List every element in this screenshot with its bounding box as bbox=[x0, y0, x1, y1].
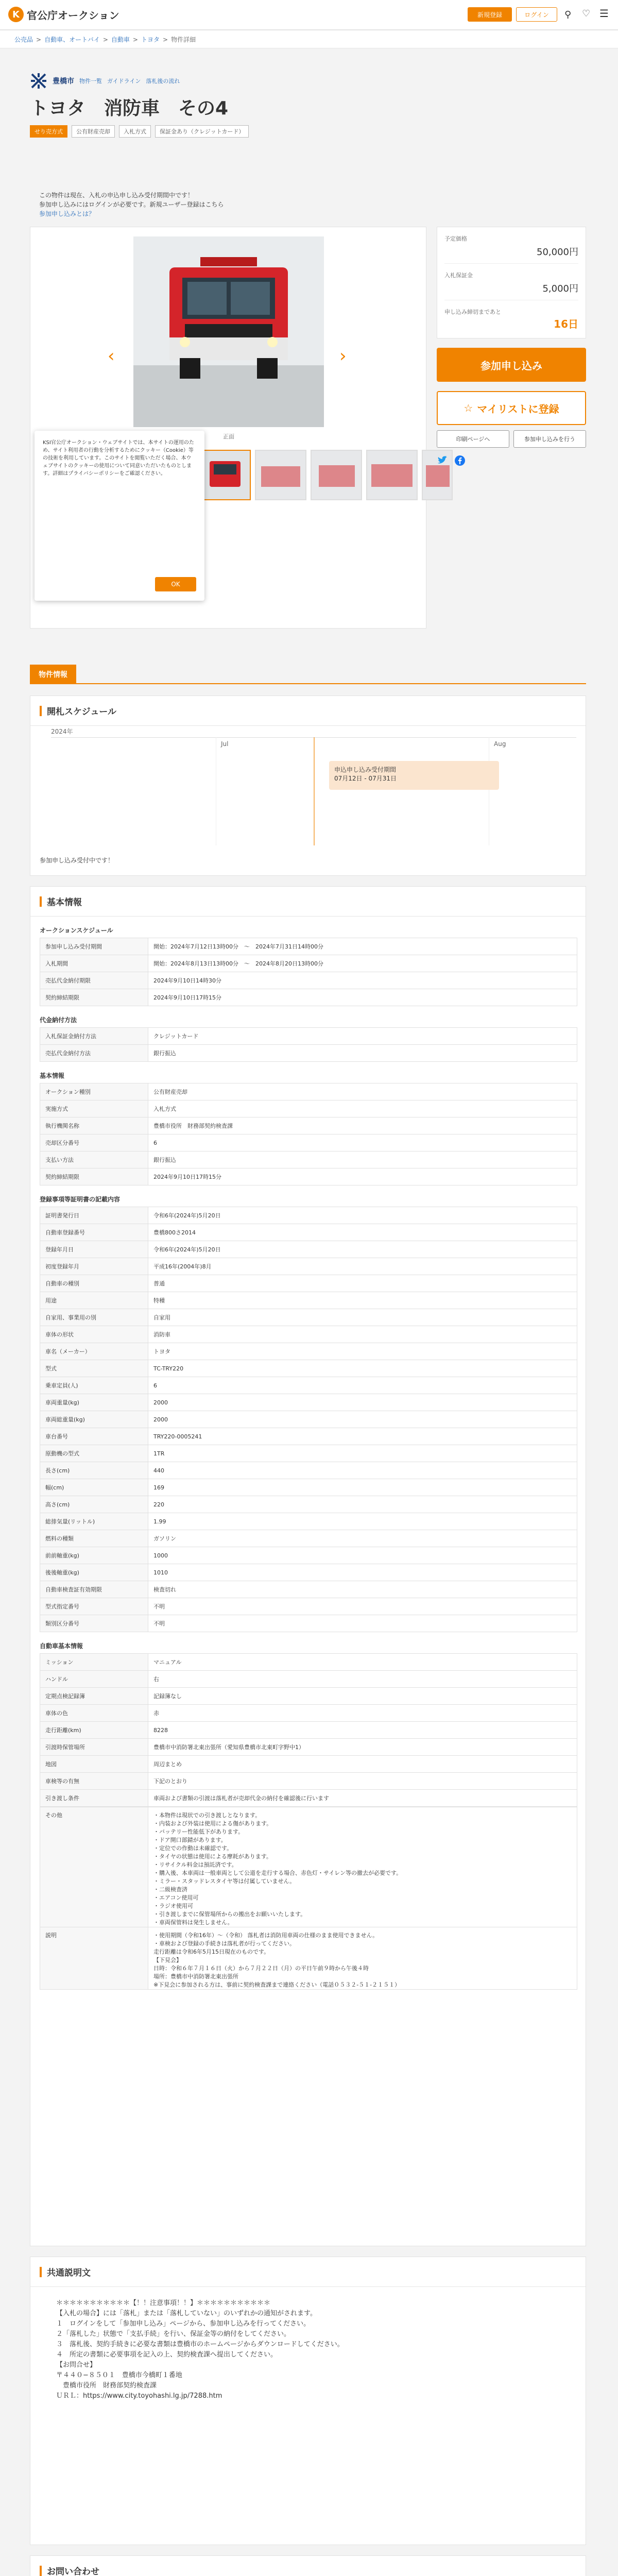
row-key: 車両重量(kg) bbox=[40, 1394, 148, 1411]
today-marker bbox=[314, 737, 315, 845]
table-row bbox=[40, 1513, 577, 1530]
estimate-label: 予定価格 bbox=[444, 235, 467, 242]
row-value: 豊橋市役所 財務部契約検査課 bbox=[148, 1117, 577, 1134]
table-row bbox=[40, 1756, 577, 1773]
table-row bbox=[40, 1428, 577, 1445]
text-line: ・ラジオ使用可 bbox=[153, 1903, 193, 1909]
table-row bbox=[40, 955, 577, 972]
row-value: 220 bbox=[148, 1496, 577, 1513]
basic-info-section bbox=[30, 886, 586, 2246]
table-row bbox=[40, 938, 577, 955]
info-group-title: 登録事項等証明書の記載内容 bbox=[40, 1196, 121, 1203]
text-line: ・使用期間（令和16年）〜（令和） 落札者は消防用車両の仕様のまま使用できません。 bbox=[153, 1932, 379, 1939]
row-value: 赤 bbox=[148, 1705, 577, 1722]
table-row bbox=[40, 972, 577, 989]
row-value: 公有財産売却 bbox=[148, 1083, 577, 1100]
info-table bbox=[40, 938, 577, 1006]
text-line: ・エアコン使用可 bbox=[153, 1894, 199, 1901]
breadcrumb-sep: > bbox=[163, 36, 168, 43]
row-key: 車名（メーカー） bbox=[40, 1343, 148, 1360]
apply-secondary-button[interactable]: 参加申し込みを行う bbox=[513, 430, 586, 448]
row-key: 定期点検記録簿 bbox=[40, 1688, 148, 1705]
row-value: 開始：2024年8月13日13時00分 〜 2024年8月20日13時00分 bbox=[148, 955, 577, 972]
muni-link-flow[interactable]: 落札後の流れ bbox=[146, 78, 180, 84]
row-value: 2024年9月10日14時30分 bbox=[148, 972, 577, 989]
info-group-title: オークションスケジュール bbox=[40, 927, 113, 934]
table-row bbox=[40, 1275, 577, 1292]
row-key: 初度登録年月 bbox=[40, 1258, 148, 1275]
photo-gallery bbox=[30, 227, 426, 629]
thumbnail[interactable] bbox=[255, 450, 306, 500]
schedule-bar-dates: 07月12日 - 07月31日 bbox=[334, 775, 397, 782]
main-photo[interactable] bbox=[133, 236, 324, 427]
row-key: 車検等の有無 bbox=[40, 1773, 148, 1790]
row-key: オークション種別 bbox=[40, 1083, 148, 1100]
row-value: 1010 bbox=[148, 1564, 577, 1581]
info-group-title: 代金納付方法 bbox=[40, 1016, 77, 1024]
tab-item-info[interactable]: 物件情報 bbox=[30, 665, 76, 684]
row-value: 1.99 bbox=[148, 1513, 577, 1530]
tab-bar bbox=[30, 659, 586, 684]
cookie-consent-dialog bbox=[35, 431, 204, 601]
row-value: TC-TRY220 bbox=[148, 1360, 577, 1377]
table-row bbox=[40, 1151, 577, 1168]
basic-info-groups bbox=[30, 921, 586, 1807]
table-row bbox=[40, 1224, 577, 1241]
common-section bbox=[30, 2257, 586, 2545]
row-value: 豊橋市中消防署北東出張所（愛知県豊橋市北東町字野中1） bbox=[148, 1739, 577, 1756]
price-box bbox=[437, 227, 586, 338]
row-key: ハンドル bbox=[40, 1671, 148, 1688]
table-row bbox=[40, 1326, 577, 1343]
row-key: 車台番号 bbox=[40, 1428, 148, 1445]
text-line: ・内装および外装は使用による傷があります。 bbox=[153, 1820, 272, 1827]
row-value: 銀行振込 bbox=[148, 1045, 577, 1062]
mylist-label: マイリストに登録 bbox=[477, 402, 559, 415]
row-value: 消防車 bbox=[148, 1326, 577, 1343]
schedule-footnote: 参加申し込み受付中です！ bbox=[40, 857, 114, 864]
contact-section bbox=[30, 2555, 586, 2576]
item-lead bbox=[30, 72, 586, 134]
item-title: トヨタ 消防車 その4 bbox=[30, 98, 229, 119]
breadcrumb-sep: > bbox=[132, 36, 138, 43]
table-row bbox=[40, 1117, 577, 1134]
row-key: 前前軸重(kg) bbox=[40, 1547, 148, 1564]
mylist-button[interactable] bbox=[437, 391, 586, 425]
table-row bbox=[40, 1496, 577, 1513]
social-share bbox=[437, 455, 586, 466]
row-value: 開始：2024年7月12日13時00分 〜 2024年7月31日14時00分 bbox=[148, 938, 577, 955]
price-panel bbox=[437, 227, 586, 556]
prev-photo-arrow-icon[interactable]: ‹ bbox=[108, 346, 115, 366]
row-value bbox=[148, 1927, 577, 1990]
timeline-month: Aug bbox=[494, 740, 506, 748]
row-value: 6 bbox=[148, 1134, 577, 1151]
info-table bbox=[40, 1207, 577, 1632]
fire-truck-image bbox=[133, 236, 324, 427]
row-key: 後後軸重(kg) bbox=[40, 1564, 148, 1581]
text-line: 【下見会】 bbox=[153, 1957, 182, 1963]
row-value: 特種 bbox=[148, 1292, 577, 1309]
basic-info-title: 基本情報 bbox=[30, 887, 586, 917]
info-group-title: 自動車基本情報 bbox=[40, 1642, 83, 1650]
row-key: 契約締結期限 bbox=[40, 1168, 148, 1185]
table-row bbox=[40, 1045, 577, 1062]
next-photo-arrow-icon[interactable]: › bbox=[339, 346, 347, 366]
info-table bbox=[40, 1027, 577, 1062]
row-value: マニュアル bbox=[148, 1654, 577, 1671]
row-key: 自動車の種別 bbox=[40, 1275, 148, 1292]
row-value: 440 bbox=[148, 1462, 577, 1479]
row-key: 原動機の型式 bbox=[40, 1445, 148, 1462]
tag: 保証金あり（クレジットカード） bbox=[155, 125, 249, 138]
what-is-apply-link[interactable]: 参加申し込みとは？ bbox=[39, 210, 95, 217]
breadcrumb-sep: > bbox=[102, 36, 108, 43]
row-value: 普通 bbox=[148, 1275, 577, 1292]
table-row bbox=[40, 1292, 577, 1309]
row-key: 実施方式 bbox=[40, 1100, 148, 1117]
row-key: 型式 bbox=[40, 1360, 148, 1377]
table-row bbox=[40, 1688, 577, 1705]
apply-button[interactable]: 参加申し込み bbox=[437, 348, 586, 382]
row-value: トヨタ bbox=[148, 1343, 577, 1360]
timeline-year: 2024年 bbox=[51, 728, 73, 735]
table-row bbox=[40, 1360, 577, 1377]
text-line: ・ミラー・スタッドレスタイヤ等は付属していません。 bbox=[153, 1878, 296, 1885]
row-key: 地図 bbox=[40, 1756, 148, 1773]
table-row bbox=[40, 1258, 577, 1275]
deadline-label: 申し込み締切まであと bbox=[444, 309, 501, 315]
row-value: 1000 bbox=[148, 1547, 577, 1564]
table-row bbox=[40, 1343, 577, 1360]
thumbnail[interactable] bbox=[311, 450, 362, 500]
row-value: 入札方式 bbox=[148, 1100, 577, 1117]
table-row bbox=[40, 1671, 577, 1688]
row-value: 右 bbox=[148, 1671, 577, 1688]
row-value: 豊橋800さ2014 bbox=[148, 1224, 577, 1241]
row-key: 乗車定員(人) bbox=[40, 1377, 148, 1394]
table-row bbox=[40, 1581, 577, 1598]
text-line: ・定位での作動は未確認です。 bbox=[153, 1845, 233, 1852]
thumbnail-strip bbox=[199, 450, 453, 500]
row-key: 幅(cm) bbox=[40, 1479, 148, 1496]
tag: 公有財産売却 bbox=[72, 125, 115, 138]
text-line: ・車検および登録の手続きは落札者が行ってください。 bbox=[153, 1940, 295, 1947]
site-header bbox=[0, 0, 618, 30]
star-icon: ☆ bbox=[464, 402, 473, 414]
row-key: 説明 bbox=[40, 1927, 148, 1990]
tag: せり売方式 bbox=[30, 125, 67, 138]
row-key: 引渡時保管場所 bbox=[40, 1739, 148, 1756]
estimate-value: 50,000円 bbox=[444, 245, 578, 264]
row-key: 売払代金納付方法 bbox=[40, 1045, 148, 1062]
table-row bbox=[40, 1028, 577, 1045]
row-value: 2024年9月10日17時15分 bbox=[148, 989, 577, 1006]
table-row bbox=[40, 1394, 577, 1411]
text-line: 日時：令和６年７月１６日（火）から７月２２日（月）の平日午前９時から午後４時 bbox=[153, 1965, 369, 1972]
print-page-button[interactable]: 印刷ページへ bbox=[437, 430, 509, 448]
item-tags bbox=[30, 125, 586, 138]
table-row bbox=[40, 1479, 577, 1496]
row-value: 不明 bbox=[148, 1615, 577, 1632]
breadcrumb-sep: > bbox=[36, 36, 42, 43]
table-row bbox=[40, 1377, 577, 1394]
schedule-timeline bbox=[51, 727, 576, 809]
row-value: クレジットカード bbox=[148, 1028, 577, 1045]
row-value: 下記のとおり bbox=[148, 1773, 577, 1790]
table-row bbox=[40, 1615, 577, 1632]
row-value: 2000 bbox=[148, 1394, 577, 1411]
deposit-price bbox=[444, 271, 578, 300]
row-key: 登録年月日 bbox=[40, 1241, 148, 1258]
row-key: 燃料の種類 bbox=[40, 1530, 148, 1547]
login-button[interactable]: ログイン bbox=[516, 7, 557, 22]
row-key: 総排気量(リットル) bbox=[40, 1513, 148, 1530]
municipal-emblem-icon bbox=[30, 72, 47, 90]
row-value: 2000 bbox=[148, 1411, 577, 1428]
heart-icon[interactable]: ♡ bbox=[582, 8, 591, 19]
table-row bbox=[40, 1530, 577, 1547]
breadcrumb bbox=[0, 31, 618, 48]
schedule-bar-label: 申込申し込み受付期間 bbox=[334, 766, 397, 773]
muni-link-list[interactable]: 物件一覧 bbox=[79, 78, 102, 84]
row-value: 周辺まとめ bbox=[148, 1756, 577, 1773]
row-key: 参加申し込み受付期間 bbox=[40, 938, 148, 955]
table-row bbox=[40, 1705, 577, 1722]
row-value: 記録簿なし bbox=[148, 1688, 577, 1705]
row-key: 用途 bbox=[40, 1292, 148, 1309]
register-button[interactable]: 新規登録 bbox=[468, 7, 512, 22]
row-value: 1TR bbox=[148, 1445, 577, 1462]
table-row bbox=[40, 1100, 577, 1117]
text-line: ・購入後、本車両は一般車両として公道を走行する場合、赤色灯・サイレン等の撤去が必要です。 bbox=[153, 1870, 402, 1876]
mini-buttons bbox=[437, 430, 586, 448]
muni-link-guideline[interactable]: ガイドライン bbox=[107, 78, 141, 84]
text-line: ・リサイクル料金は預託済です。 bbox=[153, 1861, 237, 1868]
table-row bbox=[40, 1807, 577, 1927]
text-line: ※下見会に参加される方は、事前に契約検査課まで連絡ください（電話０５３２-５１-２１５１） bbox=[153, 1981, 401, 1988]
table-row bbox=[40, 1241, 577, 1258]
row-key: 執行機関名称 bbox=[40, 1117, 148, 1134]
contact-title: お問い合わせ bbox=[30, 2556, 586, 2576]
table-row bbox=[40, 1739, 577, 1756]
info-group-title: 基本情報 bbox=[40, 1072, 65, 1079]
common-text: ＊＊＊＊＊＊＊＊＊＊＊【！！注意事項！！】＊＊＊＊＊＊＊＊＊＊＊ 【入札の場合】には「落札」または「落札していない」のいずれかの通知がされます。 １ ログインをして「参加申し込み」ページから、参加申し込みを行ってください。 ２「落札した」状態で「支払手続」を行い、保証金等の納付をしてください。 ３ 落札後、契約手続きに必要な書類は豊橋市のホームページからダウンロードしてください。 ４ 所定の書類に必要事項を記入の上、契約検査課へ提出してください。 【お問合せ】 〒４４０−８５０１ 豊橋市今橋町１番地 豊橋市役所 財務部契約検査課 ＵＲＬ：https://www.city.toyohashi.lg.jp/7288.htm bbox=[56, 2299, 344, 2400]
timeline-month: Jul bbox=[221, 740, 229, 748]
text-line: ・二級検査済 bbox=[153, 1886, 187, 1893]
row-value: 令和6年(2024年)5月20日 bbox=[148, 1241, 577, 1258]
cookie-ok-button[interactable]: OK bbox=[155, 577, 196, 591]
table-row bbox=[40, 1927, 577, 1990]
deposit-label: 入札保証金 bbox=[444, 272, 473, 279]
status-note bbox=[39, 191, 224, 218]
row-value: 2024年9月10日17時15分 bbox=[148, 1168, 577, 1185]
row-value bbox=[148, 1807, 577, 1927]
breadcrumb-item[interactable]: 自動車 bbox=[111, 36, 130, 43]
table-row bbox=[40, 1309, 577, 1326]
thumbnail[interactable] bbox=[366, 450, 418, 500]
row-key: 入札期間 bbox=[40, 955, 148, 972]
menu-icon[interactable]: ☰ bbox=[599, 7, 609, 20]
row-key: 型式指定番号 bbox=[40, 1598, 148, 1615]
schedule-title: 開札スケジュール bbox=[30, 696, 586, 726]
table-row bbox=[40, 1564, 577, 1581]
table-row bbox=[40, 1547, 577, 1564]
row-value: TRY220-0005241 bbox=[148, 1428, 577, 1445]
row-value: ガソリン bbox=[148, 1530, 577, 1547]
table-row bbox=[40, 1654, 577, 1671]
row-key: ミッション bbox=[40, 1654, 148, 1671]
basic-info-extra bbox=[40, 1807, 577, 1990]
text-line: ・引き渡しまでに保管場所からの搬出をお願いいたします。 bbox=[153, 1911, 306, 1918]
table-row bbox=[40, 1207, 577, 1224]
row-key: 車両総重量(kg) bbox=[40, 1411, 148, 1428]
row-key: 証明書発行日 bbox=[40, 1207, 148, 1224]
row-value: 自家用 bbox=[148, 1309, 577, 1326]
municipality-name[interactable]: 豊橋市 bbox=[53, 77, 74, 86]
breadcrumb-item[interactable]: 自動車、オートバイ bbox=[44, 36, 100, 43]
facebook-icon[interactable] bbox=[454, 455, 466, 466]
row-key: 自家用、事業用の別 bbox=[40, 1309, 148, 1326]
row-key: 引き渡し条件 bbox=[40, 1790, 148, 1807]
table-row bbox=[40, 989, 577, 1006]
table-row bbox=[40, 1411, 577, 1428]
breadcrumb-current: 物件詳細 bbox=[171, 36, 196, 43]
row-value: 検査切れ bbox=[148, 1581, 577, 1598]
text-line: ・タイヤの状態は使用による摩耗があります。 bbox=[153, 1853, 272, 1860]
row-key: 契約締結期限 bbox=[40, 989, 148, 1006]
row-key: 車体の色 bbox=[40, 1705, 148, 1722]
row-key: 自動車登録番号 bbox=[40, 1224, 148, 1241]
table-row bbox=[40, 1722, 577, 1739]
table-row bbox=[40, 1790, 577, 1807]
info-table bbox=[40, 1083, 577, 1185]
row-key: 走行距離(km) bbox=[40, 1722, 148, 1739]
row-value: 169 bbox=[148, 1479, 577, 1496]
twitter-icon[interactable] bbox=[437, 455, 448, 466]
row-key: 車体の形状 bbox=[40, 1326, 148, 1343]
row-key: 支払い方法 bbox=[40, 1151, 148, 1168]
text-line: ・本物件は現状での引き渡しとなります。 bbox=[153, 1812, 261, 1819]
municipality bbox=[30, 72, 586, 90]
thumbnail[interactable] bbox=[199, 450, 251, 500]
text-line: 走行距離は令和6年5月15日現在のものです。 bbox=[153, 1948, 270, 1955]
breadcrumb-item[interactable]: 公売品 bbox=[14, 36, 33, 43]
table-row bbox=[40, 1168, 577, 1185]
photo-caption: 正面 bbox=[223, 433, 234, 440]
row-value: 令和6年(2024年)5月20日 bbox=[148, 1207, 577, 1224]
tag: 入札方式 bbox=[119, 125, 151, 138]
deadline-days: 16日 bbox=[554, 318, 578, 330]
search-icon[interactable]: ⚲ bbox=[564, 9, 572, 20]
estimate-price bbox=[444, 234, 578, 264]
table-row bbox=[40, 1598, 577, 1615]
text-line: 場所：豊橋市中消防署北東出張所 bbox=[153, 1973, 238, 1980]
row-key: 売却区分番号 bbox=[40, 1134, 148, 1151]
row-value: 平成16年(2004年)8月 bbox=[148, 1258, 577, 1275]
info-table bbox=[40, 1653, 577, 1807]
note-line: この物件は現在、入札の申込申し込み受付期間中です！ bbox=[39, 192, 194, 199]
site-logo[interactable] bbox=[8, 6, 119, 23]
row-key: 長さ(cm) bbox=[40, 1462, 148, 1479]
table-row bbox=[40, 1083, 577, 1100]
text-line: ・ドア開口部錆があります。 bbox=[153, 1837, 227, 1843]
note-line: 参加申し込みにはログインが必要です。新規ユーザー登録はこちら bbox=[39, 201, 224, 208]
row-key: 売払代金納付期限 bbox=[40, 972, 148, 989]
row-value: 車両および書類の引渡は落札者が売却代金の納付を確認後に行います bbox=[148, 1790, 577, 1807]
schedule-section bbox=[30, 696, 586, 876]
row-key: 入札保証金納付方法 bbox=[40, 1028, 148, 1045]
cookie-text: KSI官公庁オークション・ウェブサイトでは、本サイトの運用のため、サイト利用者の行動を分析するためにクッキー（Cookie）等の技術を利用しています。このサイトを閲覧いただく場合、本ウェブサイトのクッキーの使用について同意いただいたものとします。詳細はプライバシーポリシーをご確認ください。 bbox=[43, 440, 194, 477]
row-value: 銀行振込 bbox=[148, 1151, 577, 1168]
breadcrumb-item[interactable]: トヨタ bbox=[141, 36, 160, 43]
row-value: 6 bbox=[148, 1377, 577, 1394]
text-line: ・バッテリー性能低下があります。 bbox=[153, 1828, 244, 1835]
table-row bbox=[40, 1773, 577, 1790]
row-key: 類別区分番号 bbox=[40, 1615, 148, 1632]
common-title: 共通説明文 bbox=[30, 2257, 586, 2287]
logo-text: 官公庁オークション bbox=[27, 9, 119, 22]
table-row bbox=[40, 1134, 577, 1151]
row-value: 8228 bbox=[148, 1722, 577, 1739]
row-value: 不明 bbox=[148, 1598, 577, 1615]
row-key: 自動車検査証有効期限 bbox=[40, 1581, 148, 1598]
row-key: その他 bbox=[40, 1807, 148, 1927]
row-key: 高さ(cm) bbox=[40, 1496, 148, 1513]
table-row bbox=[40, 1445, 577, 1462]
table-row bbox=[40, 1462, 577, 1479]
deposit-value: 5,000円 bbox=[444, 281, 578, 300]
text-line: ・車両保管料は発生しません。 bbox=[153, 1919, 233, 1926]
schedule-bar[interactable] bbox=[329, 761, 499, 790]
logo-mark-icon: K bbox=[8, 7, 24, 22]
